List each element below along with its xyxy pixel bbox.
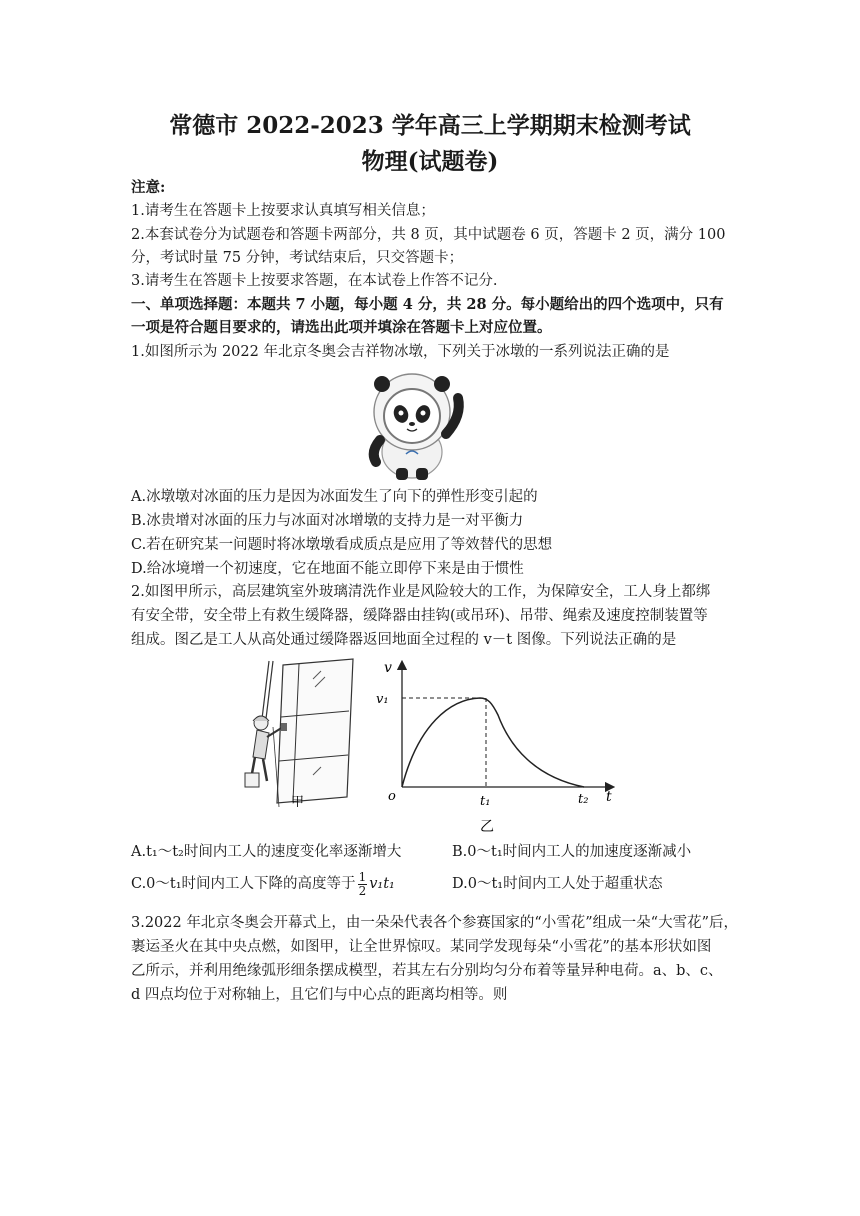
window-cleaner-figure bbox=[243, 657, 355, 807]
section-heading: 一、单项选择题：本题共 7 小题，每小题 4 分，共 28 分。每小题给出的四个选项中，只有 bbox=[131, 296, 724, 313]
figure-jia-caption: 甲 bbox=[291, 795, 305, 807]
question-2-stem: 有安全带，安全带上有救生缓降器，缓降器由挂钩(或吊环)、吊带、绳索及速度控制装置等 bbox=[131, 608, 708, 624]
mascot-figure bbox=[362, 364, 472, 484]
question-1-option-c: C.若在研究某一问题时将冰墩墩看成质点是应用了等效替代的思想 bbox=[131, 537, 553, 553]
question-3-stem: 3.2022 年北京冬奥会开幕式上，由一朵朵代表各个参赛国家的“小雪花”组成一朵“大雪花”后， bbox=[131, 915, 738, 931]
v-axis-label: v bbox=[384, 660, 392, 676]
question-3-stem: 乙所示，并利用绝缘弧形细条摆成模型，若其左右分别均匀分布着等量异种电荷。a、b、c、 bbox=[131, 963, 723, 979]
notice-item: 3.请考生在答题卡上按要求答题，在本试卷上作答不记分. bbox=[131, 273, 498, 289]
question-1-option-d: D.给冰境增一个初速度，它在地面不能立即停下来是由于惯性 bbox=[131, 561, 524, 577]
question-2-stem: 组成。图乙是工人从高处通过缓降器返回地面全过程的 v－t 图像。下列说法正确的是 bbox=[131, 632, 677, 648]
notice-item: 2.本套试卷分为试题卷和答题卡两部分，共 8 页，其中试题卷 6 页，答题卡 2 页，满分 100 bbox=[131, 227, 726, 243]
question-2-option-a: A.t₁～t₂时间内工人的速度变化率逐渐增大 bbox=[131, 844, 402, 860]
t2-label: t₂ bbox=[578, 792, 589, 807]
notice-heading: 注意: bbox=[131, 179, 166, 196]
fraction-denominator: 2 bbox=[358, 883, 367, 898]
question-1-stem: 1.如图所示为 2022 年北京冬奥会吉祥物冰墩，下列关于冰墩的一系列说法正确的是 bbox=[131, 344, 670, 360]
question-3-stem: 裹运圣火在其中央点燃，如图甲，让全世界惊叹。某同学发现每朵“小雪花”的基本形状如图 bbox=[131, 939, 712, 955]
notice-item: 分，考试时量 75 分钟，考试结束后，只交答题卡； bbox=[131, 250, 464, 266]
question-2-option-c bbox=[131, 866, 395, 902]
fraction-half bbox=[358, 871, 368, 898]
fraction-numerator: 1 bbox=[358, 869, 367, 884]
question-2-option-d: D.0～t₁时间内工人处于超重状态 bbox=[452, 876, 663, 892]
figure-yi-caption: 乙 bbox=[480, 819, 494, 835]
page-subtitle: 物理(试题卷) bbox=[361, 148, 499, 175]
option-c-expression: v₁t₁ bbox=[369, 876, 395, 892]
t1-label: t₁ bbox=[480, 794, 491, 809]
question-3-stem: d 四点均位于对称轴上，且它们与中心点的距离均相等。则 bbox=[131, 987, 508, 1003]
question-1-option-b: B.冰贵增对冰面的压力与冰面对冰增墩的支持力是一对平衡力 bbox=[131, 513, 524, 529]
question-2-option-b: B.0～t₁时间内工人的加速度逐渐减小 bbox=[452, 844, 692, 860]
v1-label: v₁ bbox=[376, 692, 389, 707]
question-2-stem: 2.如图甲所示，高层建筑室外玻璃清洗作业是风险较大的工作，为保障安全，工人身上都绑 bbox=[131, 584, 711, 600]
notice-item: 1.请考生在答题卡上按要求认真填写相关信息； bbox=[131, 203, 435, 219]
velocity-curve bbox=[402, 698, 584, 787]
vt-graph bbox=[370, 655, 620, 835]
origin-label: o bbox=[388, 789, 396, 804]
question-1-option-a: A.冰墩墩对冰面的压力是因为冰面发生了向下的弹性形变引起的 bbox=[131, 489, 538, 505]
t-axis-label: t bbox=[606, 789, 612, 805]
page-title: 常德市 2022-2023 学年高三上学期期末检测考试 bbox=[169, 112, 691, 139]
option-c-text: C.0～t₁时间内工人下降的高度等于 bbox=[131, 876, 356, 892]
section-heading-cont: 一项是符合题目要求的，请选出此项并填涂在答题卡上对应位置。 bbox=[131, 319, 552, 336]
